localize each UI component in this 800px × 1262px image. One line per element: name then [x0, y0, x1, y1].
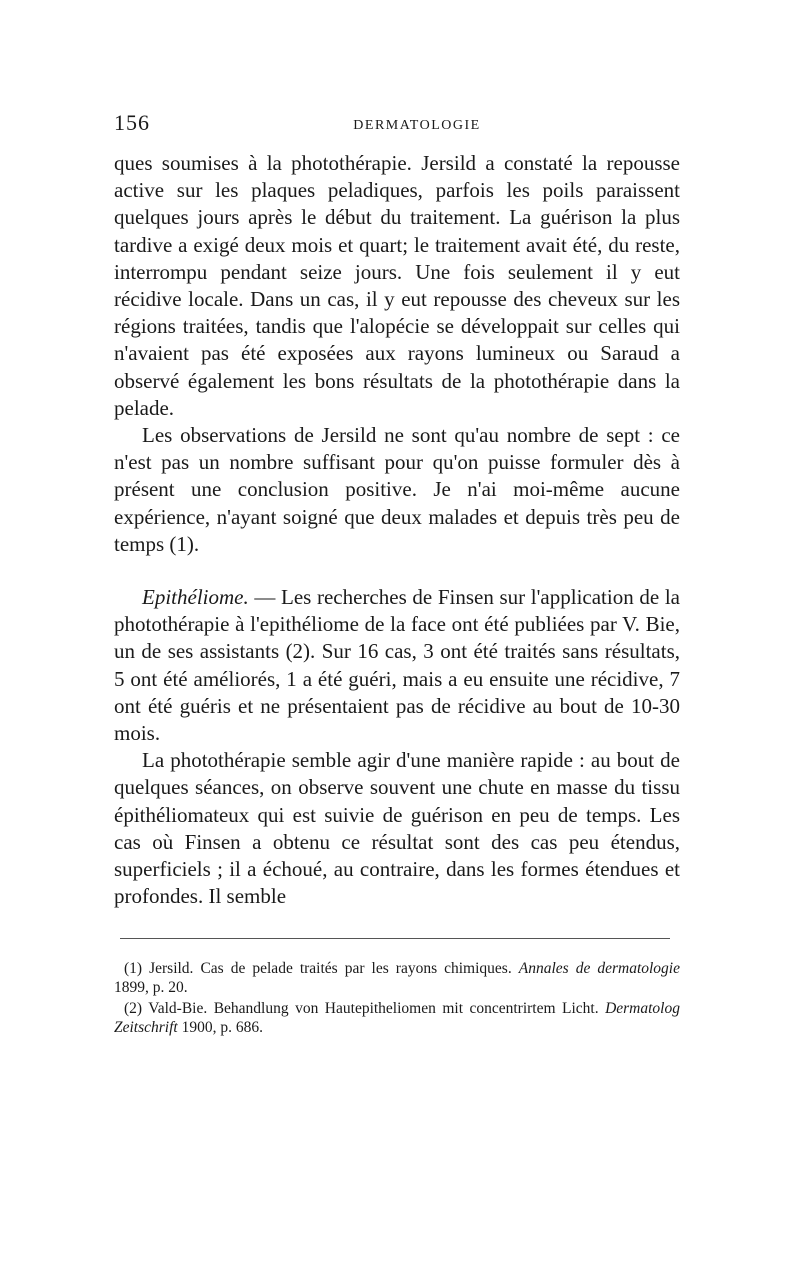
running-head [114, 110, 680, 140]
footnote-1 [114, 959, 680, 997]
paragraph-4: La photothérapie semble agir d'une manière rapide : au bout de quelques séances, on observe souvent une chute en masse du tissu épithéliomateux qui est suivie de guérison en peu de temps. Les cas où Finsen a obtenu ce résultat sont des cas peu étendus, superficiels ; il a échoué, au contraire, dans les formes étendues et profondes. Il semble [114, 748, 680, 909]
footnote-1-tail: 1899, p. 20. [114, 979, 188, 997]
footnote-1-text: (1) Jersild. Cas de pelade traités par les rayons chimiques. [124, 960, 519, 978]
paragraph-3-text: — Les recherches de Finsen sur l'application de la photothérapie à l'epithéliome de la face ont été publiées par V. Bie, un de ses assistants (2). Sur 16 cas, 3 ont été traités sans résultats, 5 ont été améliorés, 1 a été guéri, mais a eu ensuite une récidive, 7 ont été guéris et ne présentaient pas de récidive au bout de 10-30 mois. [114, 585, 680, 746]
body-text [114, 150, 680, 910]
page-number: 156 [114, 110, 150, 135]
footnote-2 [114, 999, 680, 1037]
footnote-2-tail: 1900, p. 686. [177, 1019, 263, 1037]
footnotes [114, 959, 680, 1037]
footnote-2-text: (2) Vald-Bie. Behandlung von Hautepitheliomen mit concentrirtem Licht. [124, 1000, 606, 1018]
paragraph-2: Les observations de Jersild ne sont qu'au nombre de sept : ce n'est pas un nombre suffisant pour qu'on puisse formuler dès à présent une conclusion positive. Je n'ai moi-même aucune expérience, n'ayant soigné que deux malades et depuis très peu de temps (1). [114, 423, 680, 556]
footnote-1-journal: Annales de dermatologie [518, 960, 680, 978]
paragraph-1: ques soumises à la photothérapie. Jersild a constaté la repousse active sur les plaques peladiques, parfois les poils paraissent quelques jours après le début du traitement. La guérison la plus tardive a exigé deux mois et quart; le traitement avait été, du reste, interrompu pendant seize jours. Une fois seulement il y eut récidive locale. Dans un cas, il y eut repousse des cheveux sur les régions traitées, tandis que l'alopécie se développait sur celles qui n'avaient pas été exposées aux rayons lumineux ou Saraud a observé également les bons résultats de la photothérapie dans la pelade. [114, 151, 680, 420]
paragraph-epitheliome [114, 584, 680, 747]
footnote-2-journal: Dermatolog Zeitschrift [114, 1000, 680, 1037]
running-title: DERMATOLOGIE [353, 118, 481, 133]
book-page [114, 110, 680, 1039]
footnote-divider [120, 938, 670, 939]
section-heading-epitheliome: Epithéliome. [142, 585, 249, 610]
